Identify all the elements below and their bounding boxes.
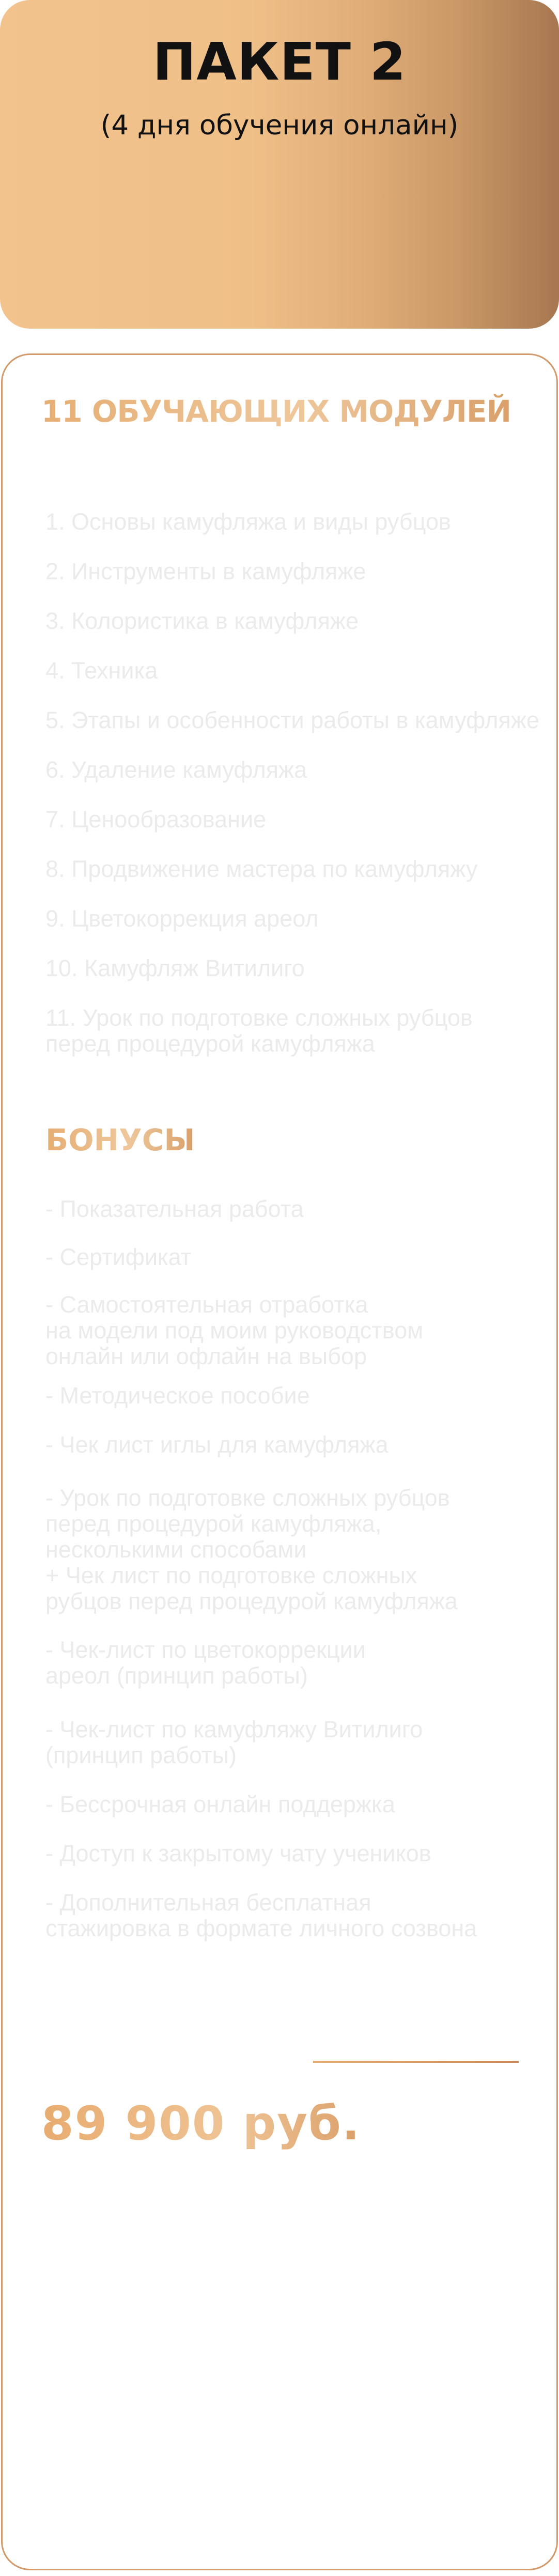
bonus-item: - Показательная работа xyxy=(45,1196,304,1222)
module-item: 10. Камуфляж Витилиго xyxy=(45,955,305,981)
bonus-item: - Сертификат xyxy=(45,1244,192,1270)
bonus-item: - Методическое пособие xyxy=(45,1382,310,1409)
module-item: 3. Колористика в камуфляже xyxy=(45,608,359,634)
module-item: 2. Инструменты в камуфляже xyxy=(45,558,366,584)
package-title: ПАКЕТ 2 xyxy=(152,32,407,92)
bonus-item: - Чек-лист по камуфляжу Витилиго (принцип работы) xyxy=(45,1716,423,1768)
module-item: 5. Этапы и особенности работы в камуфляже xyxy=(45,707,539,733)
module-item: 8. Продвижение мастера по камуфляжу xyxy=(45,856,478,882)
modules-heading: 11 ОБУЧАЮЩИХ МОДУЛЕЙ xyxy=(41,394,511,429)
module-item: 1. Основы камуфляжа и виды рубцов xyxy=(45,508,451,535)
package-details-card xyxy=(1,353,558,2570)
bonus-item: - Чек лист иглы для камуфляжа xyxy=(45,1431,389,1458)
bonus-item: - Урок по подготовке сложных рубцов перед процедурой камуфляжа, несколькими способами + Чек лист по подготовке сложных рубцов перед процедурой камуфляжа xyxy=(45,1485,458,1614)
package-header-card xyxy=(0,0,559,329)
module-item: 4. Техника xyxy=(45,657,158,684)
bonus-item: - Доступ к закрытому чату учеников xyxy=(45,1840,431,1867)
price-divider xyxy=(313,2061,519,2063)
bonus-item: - Бессрочная онлайн поддержка xyxy=(45,1791,395,1817)
module-item: 6. Удаление камуфляжа xyxy=(45,757,307,783)
bonus-item: - Самостоятельная отработка на модели под моим руководством онлайн или офлайн на выбор xyxy=(45,1291,424,1369)
module-item: 11. Урок по подготовке сложных рубцов перед процедурой камуфляжа xyxy=(45,1005,473,1057)
bonuses-heading: БОНУСЫ xyxy=(45,1122,195,1158)
module-item: 7. Ценообразование xyxy=(45,806,267,832)
package-subtitle: (4 дня обучения онлайн) xyxy=(100,110,459,141)
bonus-item: - Дополнительная бесплатная стажировка в формате личного созвона xyxy=(45,1889,477,1941)
bonus-item: - Чек-лист по цветокоррекции ареол (принцип работы) xyxy=(45,1637,366,1689)
module-item: 9. Цветокоррекция ареол xyxy=(45,905,319,932)
price-label: 89 900 руб. xyxy=(41,2095,361,2152)
